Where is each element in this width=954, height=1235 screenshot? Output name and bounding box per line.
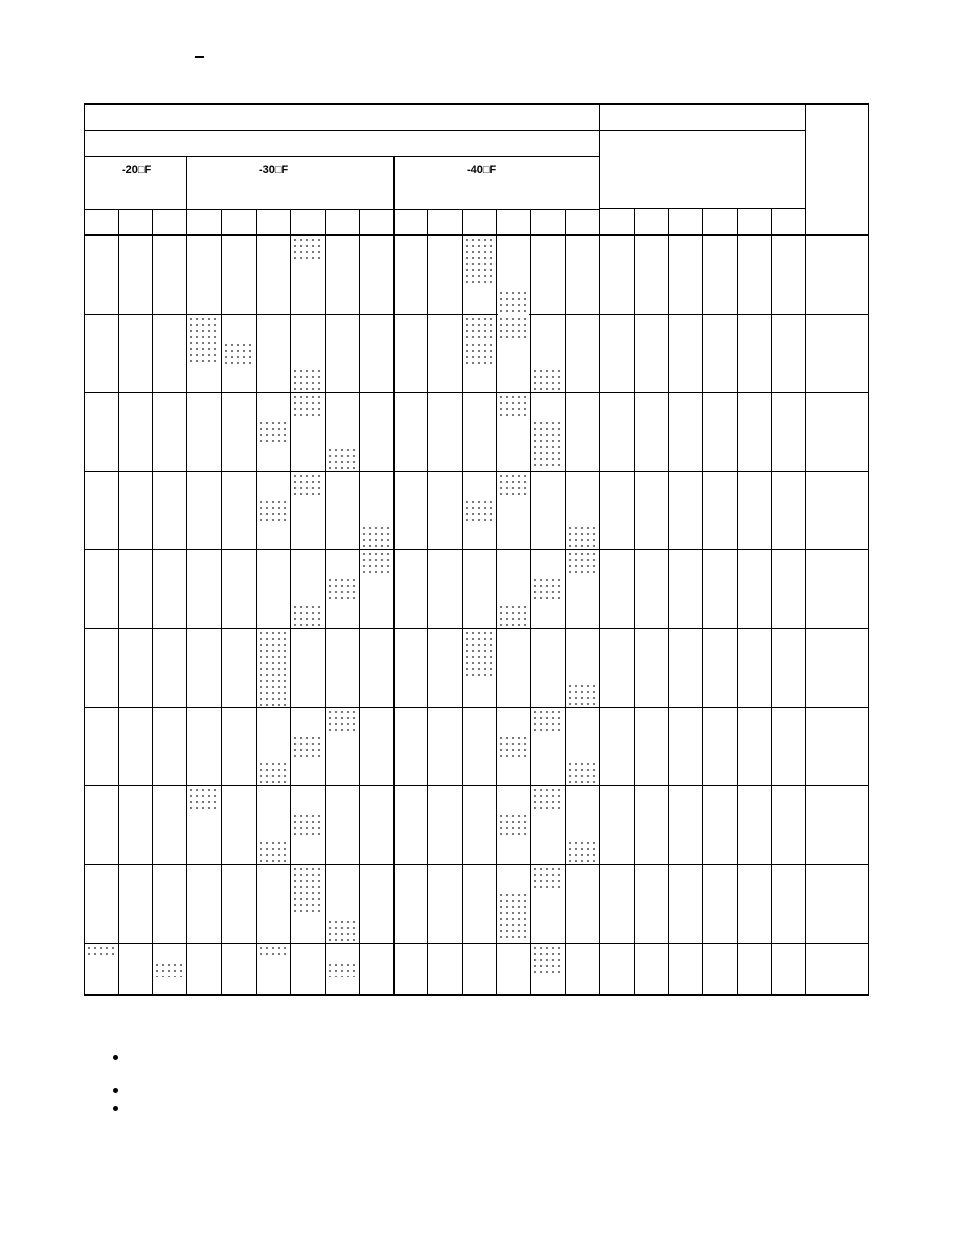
header-divider — [868, 104, 869, 235]
subheader-divider — [325, 209, 326, 235]
shaded-cell — [258, 420, 289, 443]
subheader-divider — [256, 209, 257, 235]
shaded-cell — [532, 866, 564, 889]
shaded-cell — [498, 394, 529, 417]
subheader-divider — [152, 209, 153, 235]
shaded-cell — [532, 577, 564, 600]
column-divider — [84, 235, 85, 995]
column-divider — [496, 235, 497, 995]
shaded-cell — [532, 420, 564, 470]
subheader-divider — [599, 208, 600, 235]
column-divider — [702, 235, 703, 995]
shaded-cell — [292, 604, 324, 627]
row-divider — [84, 707, 869, 708]
list-bullet — [113, 1106, 118, 1111]
shaded-cell — [327, 577, 358, 600]
subheader-divider — [359, 209, 360, 235]
shaded-cell — [292, 473, 324, 496]
shaded-cell — [361, 525, 392, 548]
shaded-cell — [532, 368, 564, 391]
header-rule — [84, 130, 806, 131]
shaded-cell — [498, 316, 529, 339]
shaded-cell — [464, 237, 495, 287]
row-divider — [84, 943, 869, 944]
header-rule — [84, 209, 599, 210]
shaded-cell — [292, 735, 324, 758]
subheader-divider — [393, 209, 394, 235]
shaded-cell — [567, 840, 598, 863]
shaded-cell — [464, 342, 495, 365]
subheader-divider — [565, 209, 566, 235]
subheader-divider — [737, 208, 738, 235]
column-divider — [462, 235, 463, 995]
column-divider — [805, 235, 806, 995]
row-divider — [84, 785, 869, 786]
column-divider — [634, 235, 635, 995]
header-rule — [84, 156, 599, 157]
subheader-divider — [462, 209, 463, 235]
shaded-cell — [86, 945, 117, 959]
row-divider — [84, 628, 869, 629]
list-bullet — [113, 1088, 118, 1093]
shaded-cell — [327, 962, 358, 976]
shaded-cell — [532, 709, 564, 732]
shaded-cell — [188, 316, 220, 339]
row-divider — [84, 864, 869, 865]
shaded-cell — [327, 919, 358, 942]
column-divider — [668, 235, 669, 995]
subheader-divider — [427, 209, 428, 235]
shaded-cell — [498, 473, 529, 496]
shaded-cell — [567, 761, 598, 784]
table-bottom-rule — [84, 994, 869, 996]
subheader-divider — [496, 209, 497, 235]
column-divider — [118, 235, 119, 995]
shaded-cell — [154, 962, 185, 976]
shaded-cell — [292, 368, 324, 391]
shaded-cell — [223, 342, 255, 365]
shaded-cell — [258, 761, 289, 784]
column-divider — [359, 235, 360, 995]
header-divider — [84, 104, 85, 235]
column-divider — [325, 235, 326, 995]
subheader-divider — [702, 208, 703, 235]
shaded-cell — [464, 630, 495, 680]
subheader-divider — [530, 209, 531, 235]
column-divider — [152, 235, 153, 995]
row-divider — [84, 314, 869, 315]
subheader-divider — [290, 209, 291, 235]
table-top-rule — [84, 103, 869, 105]
subheader-divider — [771, 208, 772, 235]
shaded-cell — [258, 499, 289, 522]
column-divider — [530, 235, 531, 995]
column-divider — [290, 235, 291, 995]
row-divider — [84, 549, 869, 550]
shaded-cell — [498, 813, 529, 836]
temp-header-minus40: -40□F — [467, 164, 497, 176]
column-divider — [427, 235, 428, 995]
shaded-cell — [292, 237, 324, 260]
list-bullet — [113, 1055, 118, 1060]
column-divider — [599, 235, 600, 995]
column-divider — [737, 235, 738, 995]
shaded-cell — [292, 813, 324, 836]
temp-header-minus30: -30□F — [259, 164, 289, 176]
subheader-divider — [221, 209, 222, 235]
shaded-cell — [258, 945, 289, 959]
column-divider — [565, 235, 566, 995]
shaded-cell — [258, 840, 289, 863]
shaded-cell — [327, 447, 358, 470]
shaded-cell — [498, 892, 529, 942]
header-divider — [805, 104, 806, 235]
row-divider — [84, 471, 869, 472]
shaded-cell — [464, 316, 495, 339]
shaded-cell — [567, 551, 598, 574]
shaded-cell — [292, 866, 324, 916]
column-divider — [868, 235, 869, 995]
row-divider — [84, 392, 869, 393]
shaded-cell — [361, 551, 392, 574]
shaded-cell — [464, 499, 495, 522]
subheader-divider — [118, 209, 119, 235]
shaded-cell — [292, 394, 324, 417]
temp-header-minus20: -20□F — [122, 164, 152, 176]
header-dash — [195, 56, 204, 58]
column-divider — [186, 235, 187, 995]
shaded-cell — [188, 787, 220, 810]
shaded-cell — [532, 945, 564, 977]
subheader-divider — [186, 209, 187, 235]
shaded-cell — [498, 604, 529, 627]
column-divider — [393, 235, 395, 995]
shaded-cell — [567, 683, 598, 706]
column-divider — [256, 235, 257, 995]
subheader-divider — [634, 208, 635, 235]
shaded-cell — [327, 709, 358, 732]
subheader-divider — [668, 208, 669, 235]
shaded-cell — [258, 630, 289, 706]
column-divider — [771, 235, 772, 995]
shaded-cell — [498, 735, 529, 758]
shaded-cell — [532, 787, 564, 810]
header-bottom-rule — [84, 234, 869, 236]
column-divider — [221, 235, 222, 995]
shaded-cell — [567, 525, 598, 548]
